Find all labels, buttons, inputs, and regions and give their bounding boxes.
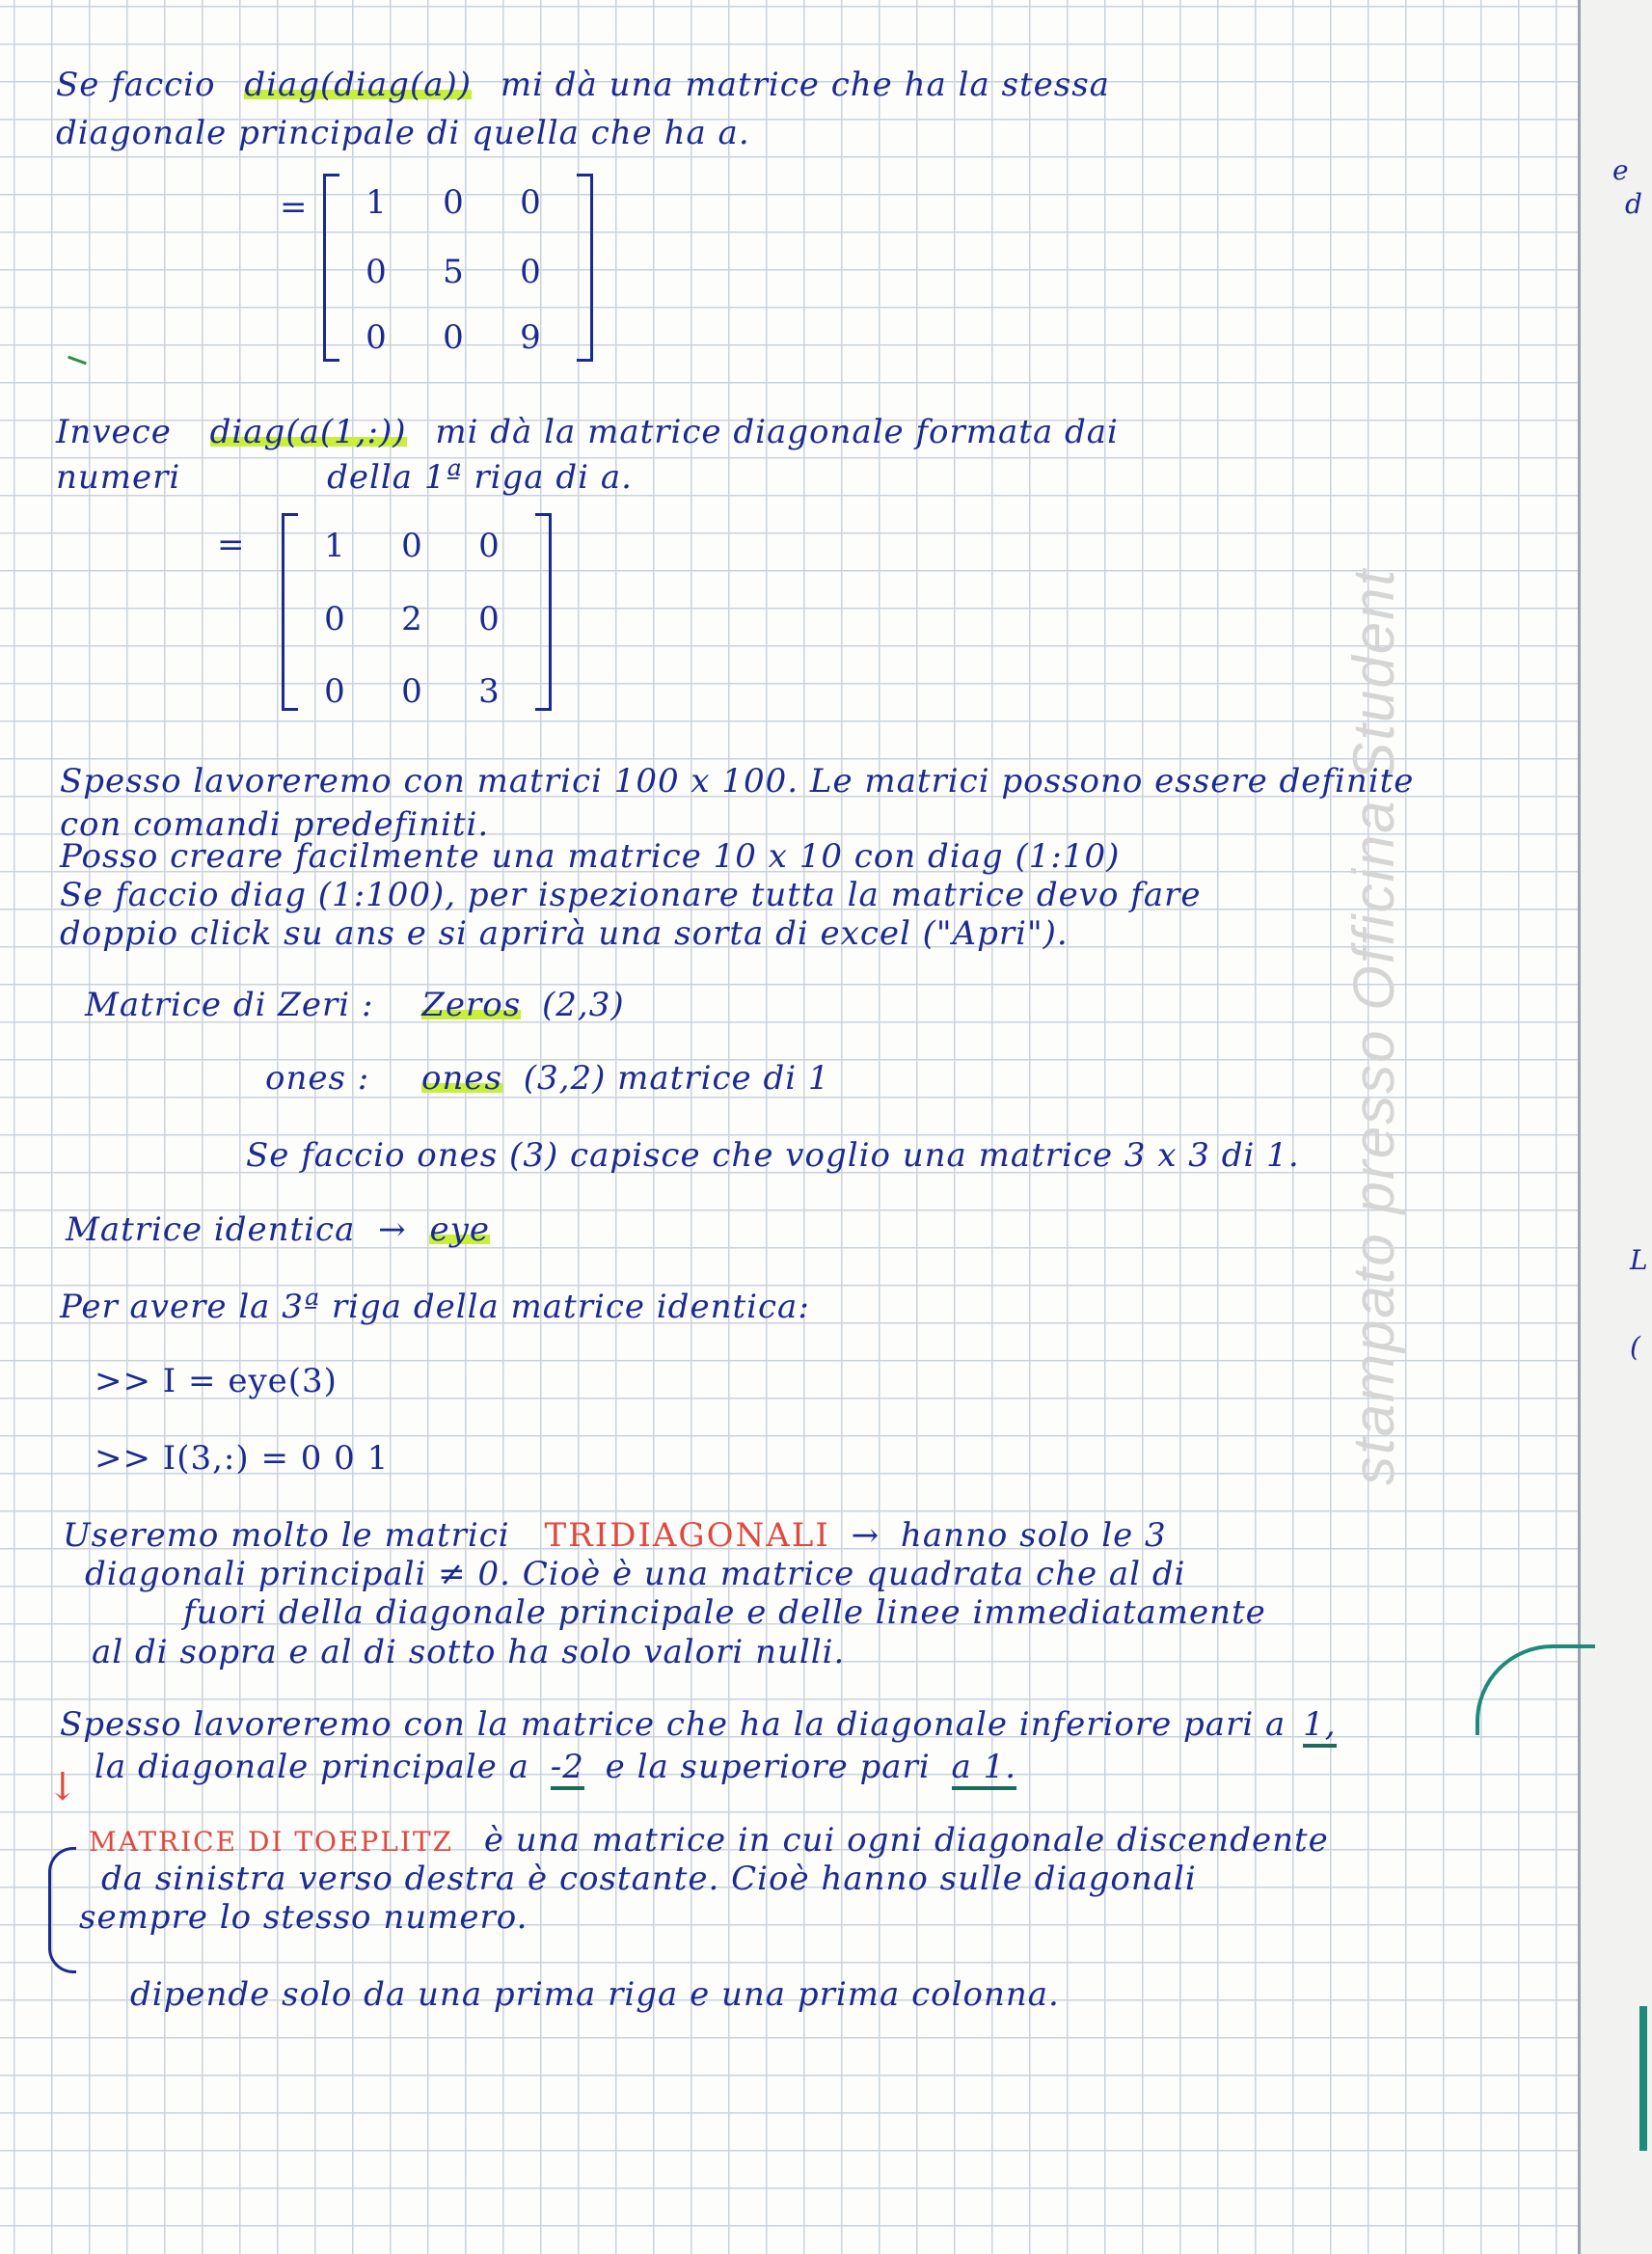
edge-mark: e: [1612, 154, 1629, 186]
code-ones: ones: [421, 1059, 502, 1098]
matrix-cell: 1: [366, 183, 387, 222]
matrix-cell: 1: [324, 527, 345, 565]
edge-mark: d: [1625, 188, 1642, 220]
matrix-cell: 0: [324, 600, 345, 638]
note-line: Per avere la 3ª riga della matrice identica:: [60, 1288, 810, 1326]
edge-mark: L: [1630, 1244, 1648, 1276]
note-text: hanno solo le 3: [900, 1516, 1167, 1555]
note-text: ones :: [265, 1059, 370, 1098]
note-line: dipende solo da una prima riga e una prima colonna.: [130, 1975, 1060, 2014]
brace-mark: [48, 1847, 76, 1973]
note-line: Posso creare facilmente una matrice 10 x 10 con diag (1:10): [60, 837, 1121, 876]
note-line: Se faccio diag (1:100), per ispezionare tutta la matrice devo fare: [60, 876, 1202, 914]
note-line: [85, 986, 625, 1024]
note-text: mi dà la matrice diagonale formata dai: [435, 413, 1119, 451]
matrix-cell: 2: [401, 600, 422, 638]
note-line: fuori della diagonale principale e delle linee immediatamente: [183, 1593, 1266, 1632]
matrix-cell: 0: [401, 527, 422, 565]
equals-sign: =: [217, 526, 246, 564]
matrix-cell: 0: [366, 253, 387, 291]
value-lower-diag: 1,: [1303, 1705, 1336, 1748]
note-text: Invece: [56, 413, 172, 451]
note-text: è una matrice in cui ogni diagonale discendente: [483, 1821, 1329, 1860]
value-upper-diag: a 1.: [952, 1748, 1017, 1790]
code-eye: eye: [429, 1210, 490, 1249]
note-line: diagonali principali ≠ 0. Cioè è una matrice quadrata che al di: [85, 1555, 1186, 1593]
matrix-cell: 0: [478, 600, 500, 638]
note-text: Useremo molto le matrici: [63, 1516, 510, 1555]
code-line: >> I(3,:) = 0 0 1: [95, 1439, 390, 1478]
term-tridiagonali: TRIDIAGONALI: [544, 1516, 830, 1555]
watermark: stampato presso Officina Student: [1341, 567, 1406, 1485]
code-line: >> I = eye(3): [95, 1362, 338, 1400]
note-text: Se faccio: [56, 66, 216, 104]
matrix-bracket-right: [535, 513, 552, 711]
note-line: [265, 1059, 830, 1098]
matrix-cell: 0: [366, 318, 387, 357]
note-line: [66, 1210, 490, 1249]
teal-bracket-mark: [1476, 1644, 1595, 1735]
note-line: [63, 1516, 1167, 1555]
matrix-bracket-right: [577, 174, 593, 362]
stray-mark: [68, 356, 87, 366]
note-text: della 1ª riga di a.: [327, 458, 633, 497]
note-line: Se faccio ones (3) capisce che voglio una matrice 3 x 3 di 1.: [246, 1136, 1300, 1175]
matrix-bracket-left: [282, 513, 298, 711]
matrix-cell: 3: [478, 672, 500, 711]
note-text: Matrice di Zeri :: [85, 986, 374, 1024]
note-line: Spesso lavoreremo con matrici 100 x 100. Le matrici possono essere definite: [60, 762, 1415, 801]
matrix-cell: 0: [520, 183, 541, 222]
note-text: mi dà una matrice che ha la stessa: [500, 66, 1110, 104]
note-line: doppio click su ans e si aprirà una sorta di excel ("Apri").: [60, 914, 1069, 953]
note-text: e la superiore pari: [605, 1748, 931, 1786]
matrix-bracket-left: [323, 174, 339, 362]
edge-mark: (: [1630, 1331, 1640, 1363]
value-main-diag: -2: [551, 1748, 584, 1790]
matrix-cell: 0: [478, 527, 500, 565]
note-text: Spesso lavoreremo con la matrice che ha la diagonale inferiore pari a: [60, 1705, 1286, 1744]
matrix-cell: 0: [520, 253, 541, 291]
note-line: diagonale principale di quella che ha a.: [56, 114, 750, 152]
matrix-diag-diag: [323, 174, 593, 362]
code-diag-row: diag(a(1,:)): [209, 413, 407, 451]
arrow-right-icon: →: [378, 1210, 407, 1249]
code-diag-diag: diag(diag(a)): [244, 66, 473, 104]
matrix-cell: 0: [324, 672, 345, 711]
note-line: con comandi predefiniti.: [60, 805, 490, 844]
note-line: [60, 1705, 1337, 1744]
note-text: (3,2) matrice di 1: [523, 1059, 830, 1098]
note-line: da sinistra verso destra è costante. Cioè hanno sulle diagonali: [101, 1860, 1197, 1898]
teal-edge-mark: [1639, 2006, 1647, 2151]
note-line: [56, 413, 1119, 451]
equals-sign: =: [280, 188, 309, 227]
note-line: al di sopra e al di sotto ha solo valori nulli.: [92, 1633, 846, 1671]
matrix-cell: 0: [443, 318, 464, 357]
note-text: la diagonale principale a: [95, 1748, 529, 1786]
note-text: numeri: [56, 458, 181, 497]
note-text: (2,3): [541, 986, 625, 1024]
matrix-cell: 9: [520, 318, 541, 357]
matrix-cell: 0: [401, 672, 422, 711]
note-line: [56, 66, 1110, 104]
code-zeros: Zeros: [421, 986, 522, 1024]
next-page-edge: [1581, 0, 1652, 2254]
arrow-right-icon: →: [851, 1516, 880, 1555]
note-text: Matrice identica: [66, 1210, 356, 1249]
note-line: sempre lo stesso numero.: [79, 1898, 528, 1937]
note-line: [95, 1748, 1016, 1786]
matrix-cell: 5: [443, 253, 464, 291]
note-line: [56, 458, 633, 497]
note-line: [89, 1821, 1329, 1860]
red-arrow-icon: ↓: [46, 1765, 79, 1809]
matrix-diag-row: [282, 513, 552, 711]
term-toeplitz: MATRICE DI TOEPLITZ: [89, 1826, 454, 1858]
matrix-cell: 0: [443, 183, 464, 222]
